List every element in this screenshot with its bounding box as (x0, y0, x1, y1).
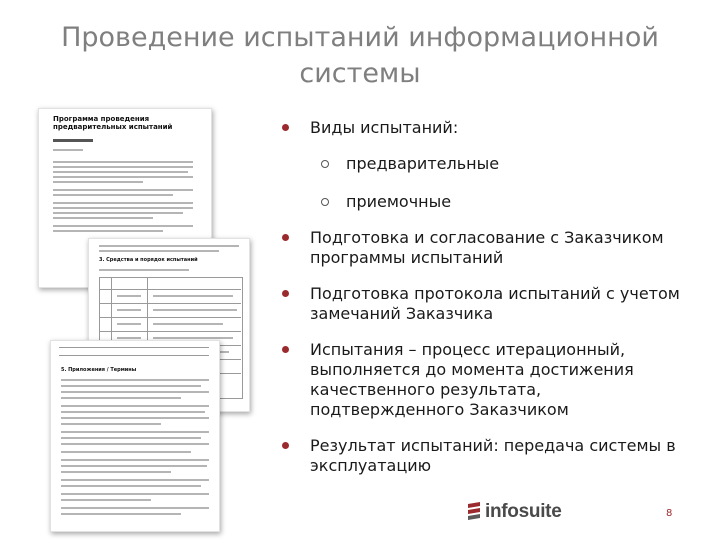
document-heading: 5. Приложения / Термины (61, 367, 137, 373)
logo-mark-icon (466, 501, 482, 523)
bullet-dot-icon (282, 346, 289, 353)
ring-bullet-icon (321, 198, 329, 206)
slide-title: Проведение испытаний информационной системы (61, 22, 659, 89)
bullet-item: Испытания – процесс итерационный, выполняется до момента достижения качественного результата, подтвержденного Заказчиком (282, 340, 692, 420)
bullet-dot-icon (282, 290, 289, 297)
bullet-dot-icon (282, 234, 289, 241)
sub-bullet-item: предварительные (282, 154, 692, 174)
bullet-item: Результат испытаний: передача системы в эксплуатацию (282, 436, 692, 476)
logo-text: infosuite (485, 501, 562, 522)
document-page-3 (50, 340, 220, 532)
document-title: Программа проведения предварительных испытаний (53, 115, 173, 131)
bullet-item: Виды испытаний: (282, 118, 692, 138)
bullet-item: Подготовка протокола испытаний с учетом замечаний Заказчика (282, 284, 692, 324)
bullet-item: Подготовка и согласование с Заказчиком программы испытаний (282, 228, 692, 268)
sub-bullet-item: приемочные (282, 192, 692, 212)
bullet-dot-icon (282, 442, 289, 449)
document-heading: 3. Средства и порядок испытаний (99, 257, 198, 263)
infosuite-logo (466, 498, 561, 526)
bullet-list (282, 118, 692, 476)
ring-bullet-icon (321, 160, 329, 168)
bullet-dot-icon (282, 124, 289, 131)
page-number: 8 (666, 508, 673, 519)
document-images (0, 0, 300, 540)
